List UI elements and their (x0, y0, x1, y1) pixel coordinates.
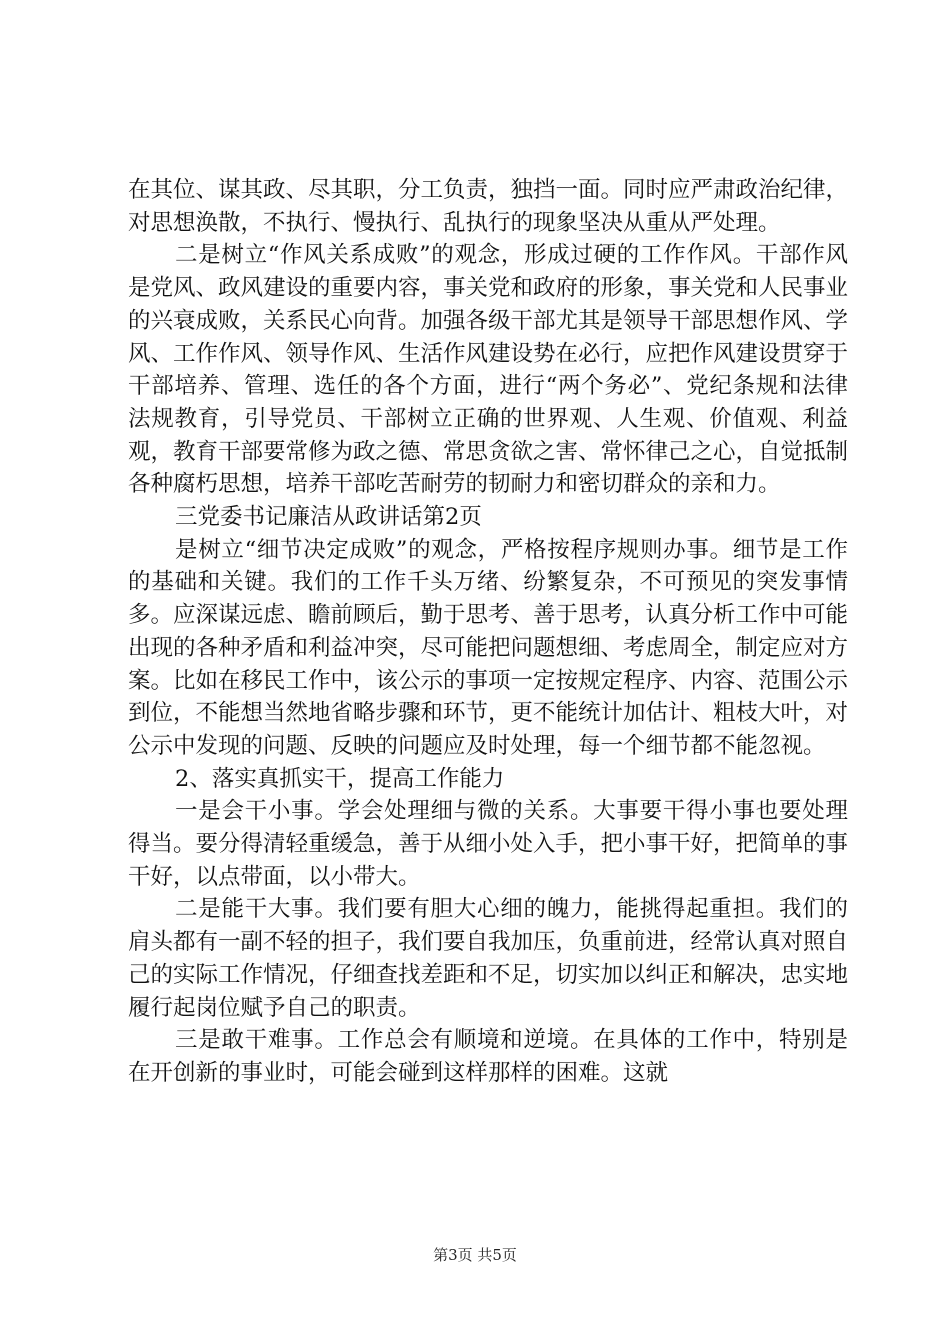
paragraph-6: 三是敢干难事。工作总会有顺境和逆境。在具体的工作中，特别是在开创新的事业时，可能会碰到这样那样的困难。这就 (128, 1027, 848, 1086)
paragraph-5: 二是能干大事。我们要有胆大心细的魄力，能挑得起重担。我们的肩头都有一副不轻的担子，我们要自我加压，负重前进，经常认真对照自己的实际工作情况，仔细查找差距和不足，切实加以纠正和解决，忠实地履行起岗位赋予自己的职责。 (128, 896, 849, 1021)
document-body (128, 174, 848, 1090)
section-heading-page-marker: 三党委书记廉洁从政讲话第2页 (175, 504, 482, 531)
page-footer: 第3页 共5页 (433, 1246, 517, 1264)
paragraph-2: 二是树立“作风关系成败”的观念，形成过硬的工作作风。干部作风是党风、政风建设的重要内容，事关党和政府的形象，事关党和人民事业的兴衰成败，关系民心向背。加强各级干部尤其是领导干部思想作风、学风、工作作风、领导作风、生活作风建设势在必行，应把作风建设贯穿于干部培养、管理、选任的各个方面，进行“两个务必”、党纪条规和法律法规教育，引导党员、干部树立正确的世界观、人生观、价值观、利益观，教育干部要常修为政之德、常思贪欲之害、常怀律己之心，自觉抵制各种腐朽思想，培养干部吃苦耐劳的韧耐力和密切群众的亲和力。 (128, 242, 849, 498)
paragraph-1: 在其位、谋其政、尽其职，分工负责，独挡一面。同时应严肃政治纪律，对思想涣散，不执行、慢执行、乱执行的现象坚决从重从严处理。 (128, 177, 849, 236)
paragraph-3: 是树立“细节决定成败”的观念，严格按程序规则办事。细节是工作的基础和关键。我们的工作千头万绪、纷繁复杂，不可预见的突发事情多。应深谋远虑、瞻前顾后，勤于思考、善于思考，认真分析工作中可能出现的各种矛盾和利益冲突，尽可能把问题想细、考虑周全，制定应对方案。比如在移民工作中，该公示的事项一定按规定程序、内容、范围公示到位，不能想当然地省略步骤和环节，更不能统计加估计、粗枝大叶，对公示中发现的问题、反映的问题应及时处理，每一个细节都不能忽视。 (128, 536, 849, 759)
section-heading-2: 2、落实真抓实干，提高工作能力 (175, 765, 505, 792)
paragraph-4: 一是会干小事。学会处理细与微的关系。大事要干得小事也要处理得当。要分得清轻重缓急，善于从细小处入手，把小事干好，把简单的事干好，以点带面，以小带大。 (128, 798, 849, 890)
